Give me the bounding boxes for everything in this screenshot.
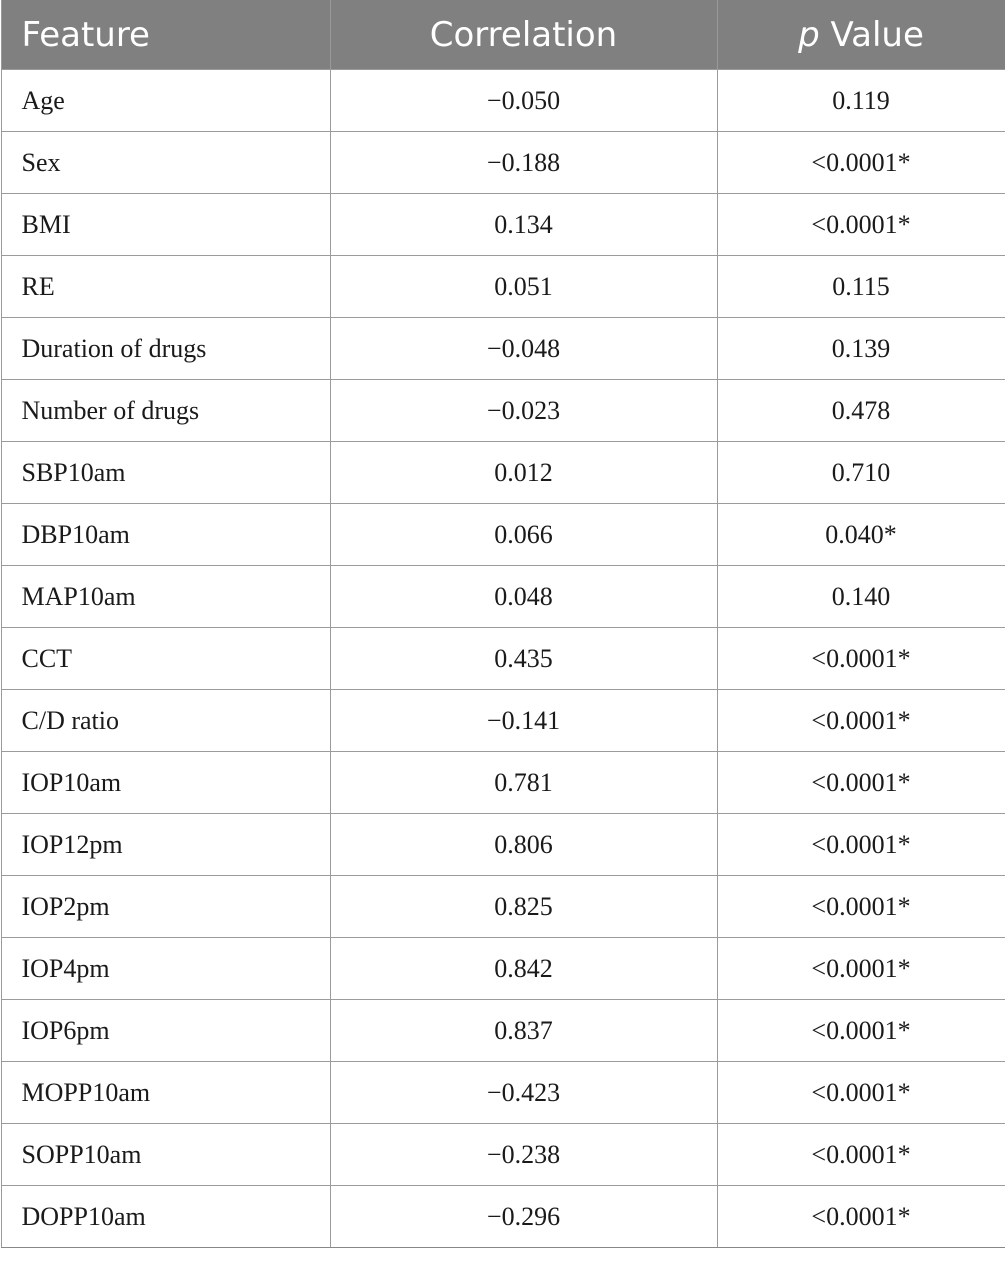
- p-value-cell: <0.0001*: [717, 194, 1005, 256]
- correlation-cell: −0.423: [330, 1062, 717, 1124]
- feature-cell: DOPP10am: [1, 1186, 330, 1248]
- table-row: [1, 1124, 1005, 1186]
- p-value-cell: 0.478: [717, 380, 1005, 442]
- p-value-cell: <0.0001*: [717, 132, 1005, 194]
- table-row: [1, 938, 1005, 1000]
- header-feature: Feature: [1, 0, 330, 70]
- p-value-cell: <0.0001*: [717, 628, 1005, 690]
- p-value-cell: <0.0001*: [717, 1124, 1005, 1186]
- feature-cell: MAP10am: [1, 566, 330, 628]
- correlation-cell: 0.134: [330, 194, 717, 256]
- correlation-cell: −0.141: [330, 690, 717, 752]
- header-p-rest: Value: [819, 14, 924, 55]
- p-value-cell: <0.0001*: [717, 814, 1005, 876]
- p-value-cell: 0.710: [717, 442, 1005, 504]
- feature-cell: IOP6pm: [1, 1000, 330, 1062]
- table-row: [1, 566, 1005, 628]
- correlation-cell: 0.837: [330, 1000, 717, 1062]
- table-row: [1, 380, 1005, 442]
- table-row: [1, 256, 1005, 318]
- feature-cell: BMI: [1, 194, 330, 256]
- p-value-cell: 0.040*: [717, 504, 1005, 566]
- table-row: [1, 318, 1005, 380]
- table-row: [1, 1062, 1005, 1124]
- p-value-cell: <0.0001*: [717, 876, 1005, 938]
- header-p-value: [717, 0, 1005, 70]
- feature-cell: IOP10am: [1, 752, 330, 814]
- feature-cell: IOP12pm: [1, 814, 330, 876]
- p-value-cell: 0.119: [717, 70, 1005, 132]
- correlation-cell: 0.051: [330, 256, 717, 318]
- header-row: [1, 0, 1005, 70]
- correlation-cell: −0.048: [330, 318, 717, 380]
- table-row: [1, 690, 1005, 752]
- correlation-cell: 0.806: [330, 814, 717, 876]
- table-row: [1, 1186, 1005, 1248]
- table-row: [1, 70, 1005, 132]
- p-value-cell: <0.0001*: [717, 1000, 1005, 1062]
- p-value-cell: <0.0001*: [717, 1062, 1005, 1124]
- feature-cell: CCT: [1, 628, 330, 690]
- correlation-cell: 0.048: [330, 566, 717, 628]
- table-row: [1, 504, 1005, 566]
- correlation-table: [1, 0, 1005, 1248]
- p-value-cell: 0.115: [717, 256, 1005, 318]
- correlation-cell: 0.842: [330, 938, 717, 1000]
- feature-cell: SOPP10am: [1, 1124, 330, 1186]
- feature-cell: Age: [1, 70, 330, 132]
- p-value-cell: 0.139: [717, 318, 1005, 380]
- p-value-cell: <0.0001*: [717, 752, 1005, 814]
- feature-cell: DBP10am: [1, 504, 330, 566]
- feature-cell: IOP2pm: [1, 876, 330, 938]
- correlation-cell: −0.296: [330, 1186, 717, 1248]
- correlation-cell: 0.066: [330, 504, 717, 566]
- feature-cell: RE: [1, 256, 330, 318]
- table-row: [1, 628, 1005, 690]
- p-value-cell: <0.0001*: [717, 690, 1005, 752]
- correlation-cell: −0.188: [330, 132, 717, 194]
- table-row: [1, 442, 1005, 504]
- header-correlation: Correlation: [330, 0, 717, 70]
- correlation-cell: 0.435: [330, 628, 717, 690]
- feature-cell: SBP10am: [1, 442, 330, 504]
- feature-cell: Duration of drugs: [1, 318, 330, 380]
- feature-cell: Sex: [1, 132, 330, 194]
- correlation-cell: 0.012: [330, 442, 717, 504]
- correlation-cell: −0.050: [330, 70, 717, 132]
- correlation-cell: −0.023: [330, 380, 717, 442]
- feature-cell: IOP4pm: [1, 938, 330, 1000]
- table-row: [1, 194, 1005, 256]
- table-row: [1, 132, 1005, 194]
- table-row: [1, 1000, 1005, 1062]
- correlation-cell: 0.825: [330, 876, 717, 938]
- correlation-cell: 0.781: [330, 752, 717, 814]
- header-p-italic: p: [798, 14, 820, 55]
- p-value-cell: <0.0001*: [717, 1186, 1005, 1248]
- p-value-cell: 0.140: [717, 566, 1005, 628]
- table-row: [1, 814, 1005, 876]
- correlation-cell: −0.238: [330, 1124, 717, 1186]
- feature-cell: MOPP10am: [1, 1062, 330, 1124]
- feature-cell: Number of drugs: [1, 380, 330, 442]
- table-row: [1, 876, 1005, 938]
- table-row: [1, 752, 1005, 814]
- feature-cell: C/D ratio: [1, 690, 330, 752]
- p-value-cell: <0.0001*: [717, 938, 1005, 1000]
